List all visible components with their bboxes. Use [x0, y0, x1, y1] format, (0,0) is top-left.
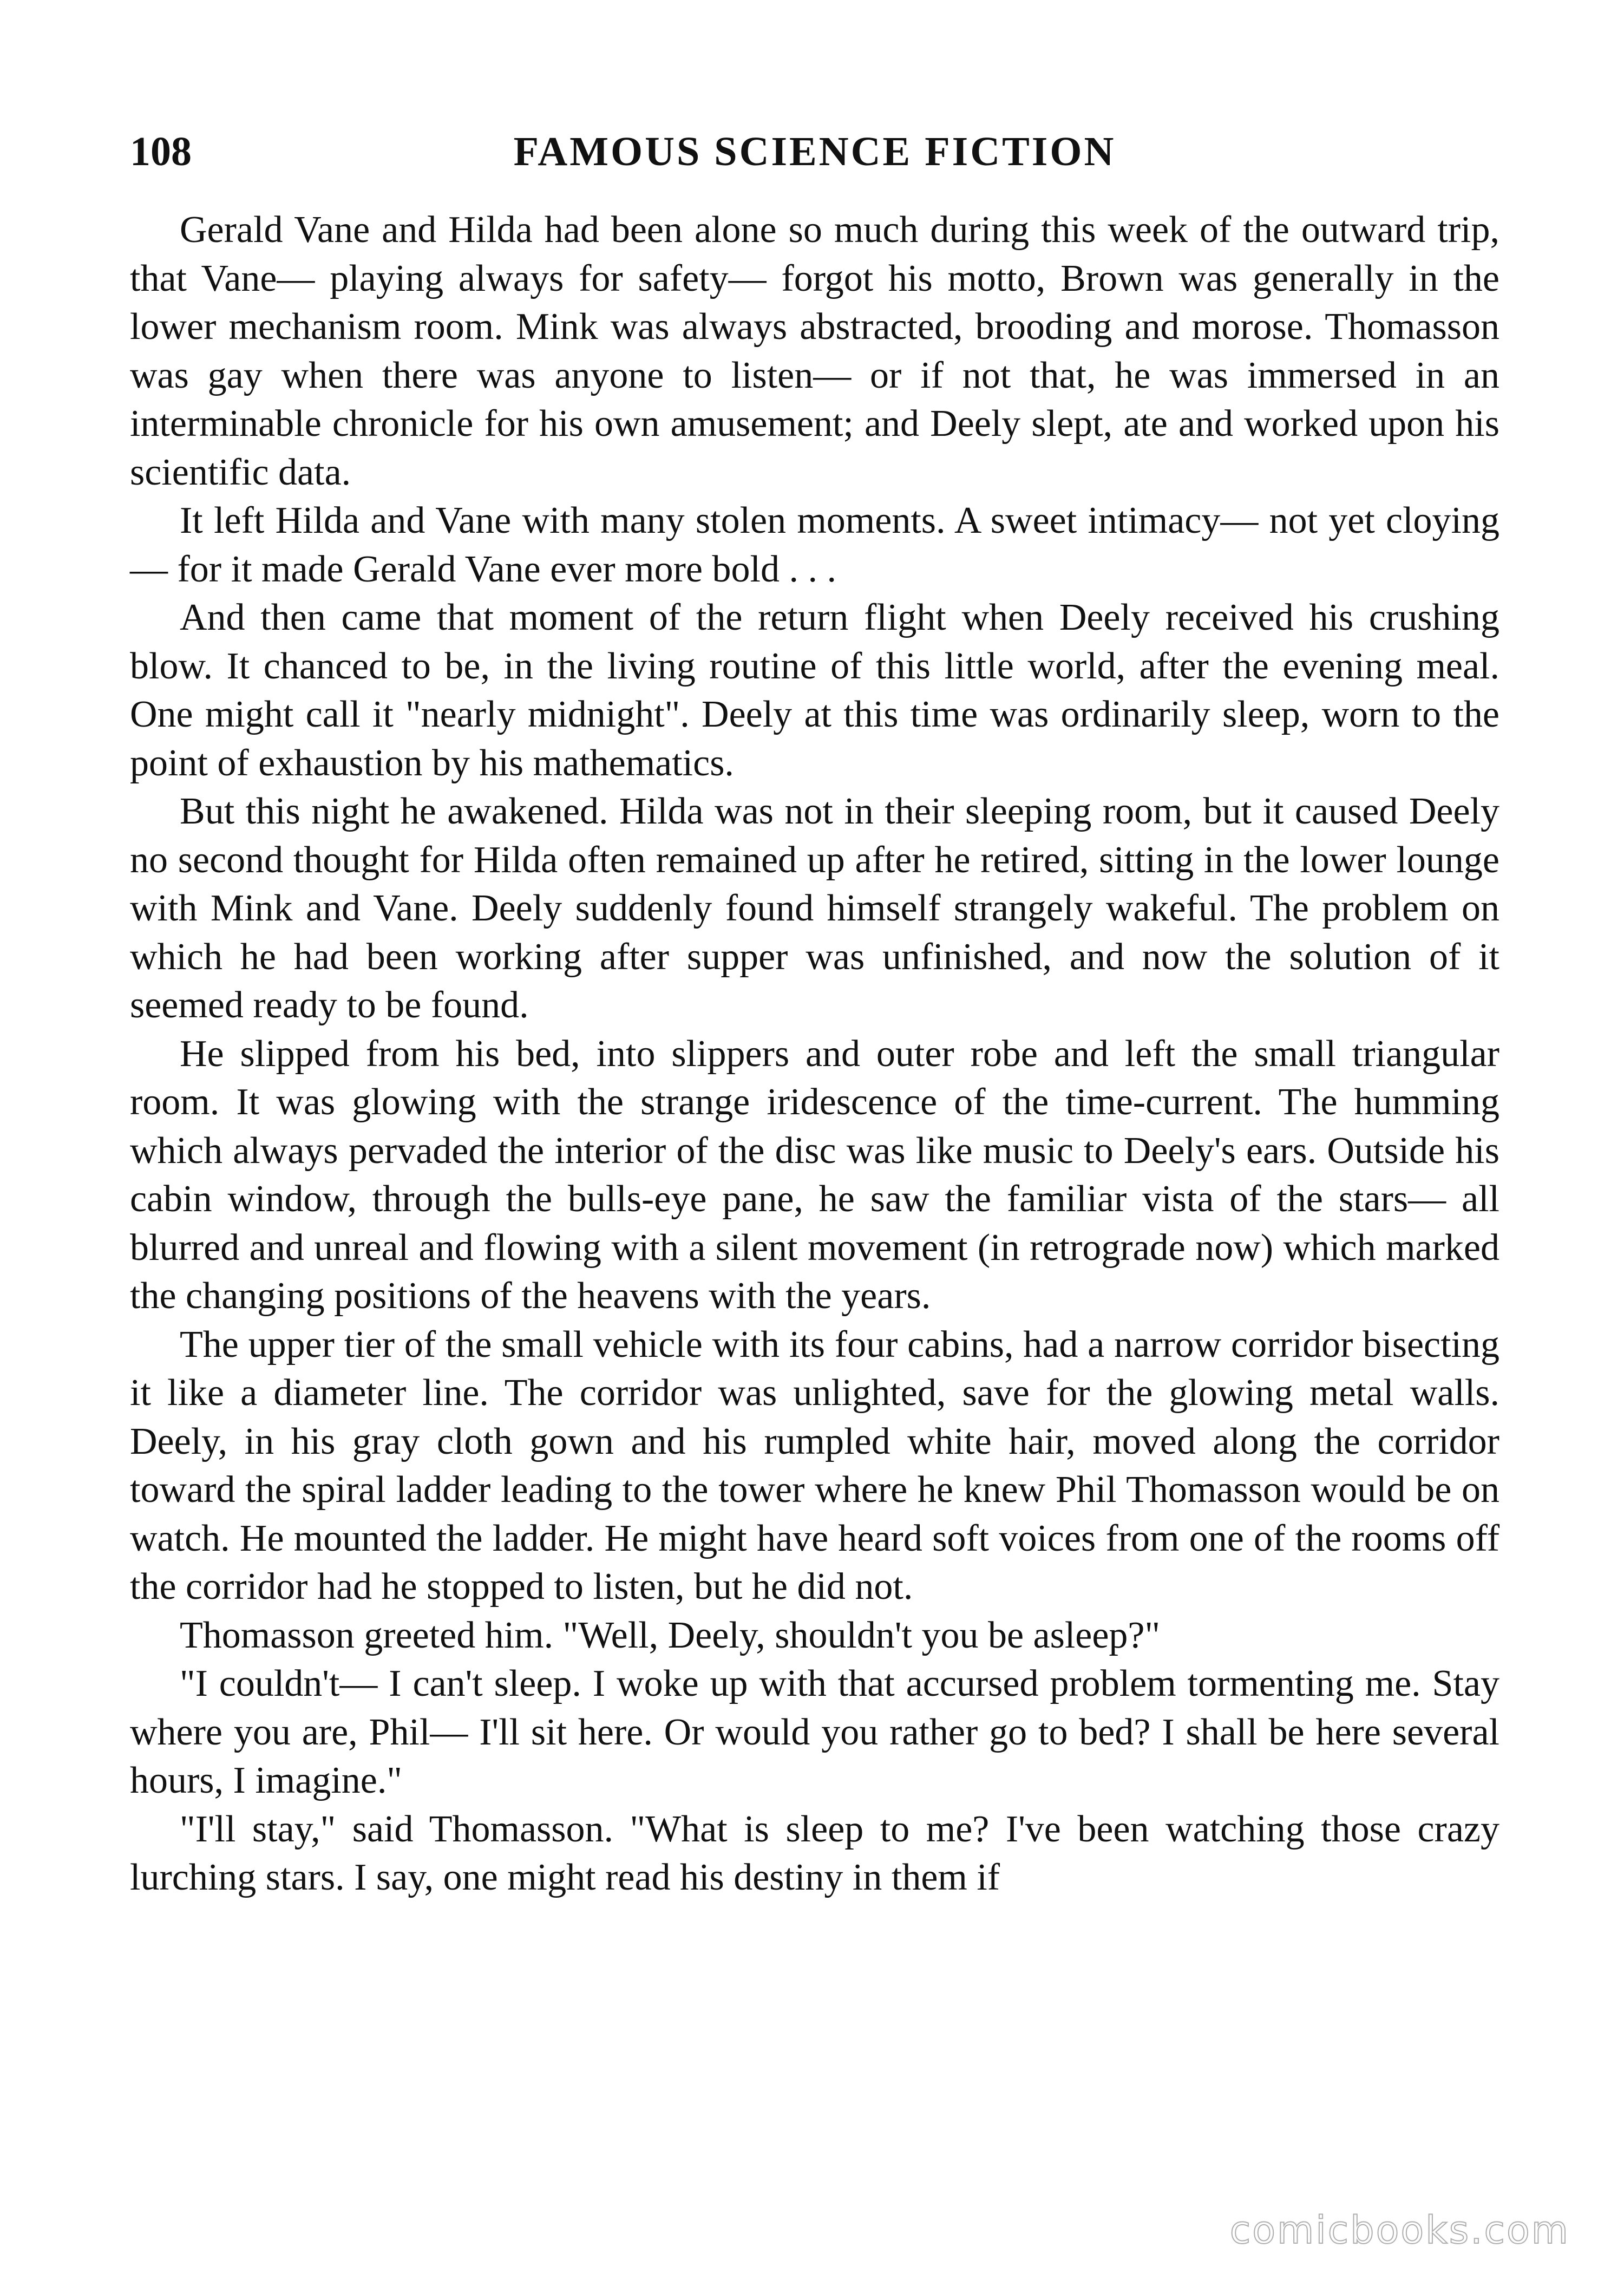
paragraph: It left Hilda and Vane with many stolen moments. A sweet intimacy— not yet cloying— for it made Gerald Vane ever more bold . . . [130, 500, 1499, 590]
body-text [130, 206, 1499, 1902]
running-title: FAMOUS SCIENCE FICTION [513, 129, 1116, 174]
paragraph: Gerald Vane and Hilda had been alone so much during this week of the outward trip, that Vane— playing always for safety— forgot his motto, Brown was generally in the lower mechanism room. Mink was always abstracted, brooding and morose. Thomasson was gay when there was anyone to listen— or if not that, he was immersed in an interminable chronicle for his own amusement; and Deely slept, ate and worked upon his scientific data. [130, 209, 1499, 493]
paragraph: He slipped from his bed, into slippers and outer robe and left the small triangular room. It was glowing with the strange iridescence of the time-current. The humming which always pervaded the interior of the disc was like music to Deely's ears. Outside his cabin window, through the bulls-eye pane, he saw the familiar vista of the stars— all blurred and unreal and flowing with a silent movement (in retrograde now) which marked the changing positions of the heavens with the years. [130, 1033, 1499, 1317]
paragraph: The upper tier of the small vehicle with its four cabins, had a narrow corridor bisecting it like a diameter line. The corridor was unlighted, save for the glowing metal walls. Deely, in his gray cloth gown and his rumpled white hair, moved along the corridor toward the spiral ladder leading to the tower where he knew Phil Thomasson would be on watch. He mounted the ladder. He might have heard soft voices from one of the rooms off the corridor had he stopped to listen, but he did not. [130, 1323, 1499, 1608]
paragraph: "I'll stay," said Thomasson. "What is sleep to me? I've been watching those crazy lurching stars. I say, one might read his destiny in them if [130, 1808, 1499, 1898]
paragraph: And then came that moment of the return flight when Deely received his crushing blow. It chanced to be, in the living routine of this little world, after the evening meal. One might call it "nearly midnight". Deely at this time was ordinarily sleep, worn to the point of exhaustion by his mathematics. [130, 597, 1499, 784]
page-number: 108 [130, 129, 192, 174]
paragraph: Thomasson greeted him. "Well, Deely, shouldn't you be asleep?" [180, 1614, 1161, 1656]
watermark: comicbooks.com [1229, 2208, 1570, 2252]
page-header [130, 125, 1499, 184]
paragraph: "I couldn't— I can't sleep. I woke up with that accursed problem tormenting me. Stay where you are, Phil— I'll sit here. Or would you rather go to bed? I shall be here several hours, I imagine." [130, 1663, 1499, 1801]
paragraph: But this night he awakened. Hilda was not in their sleeping room, but it caused Deely no second thought for Hilda often remained up after he retired, sitting in the lower lounge with Mink and Vane. Deely suddenly found himself strangely wakeful. The problem on which he had been working after supper was unfinished, and now the solution of it seemed ready to be found. [130, 790, 1499, 1026]
